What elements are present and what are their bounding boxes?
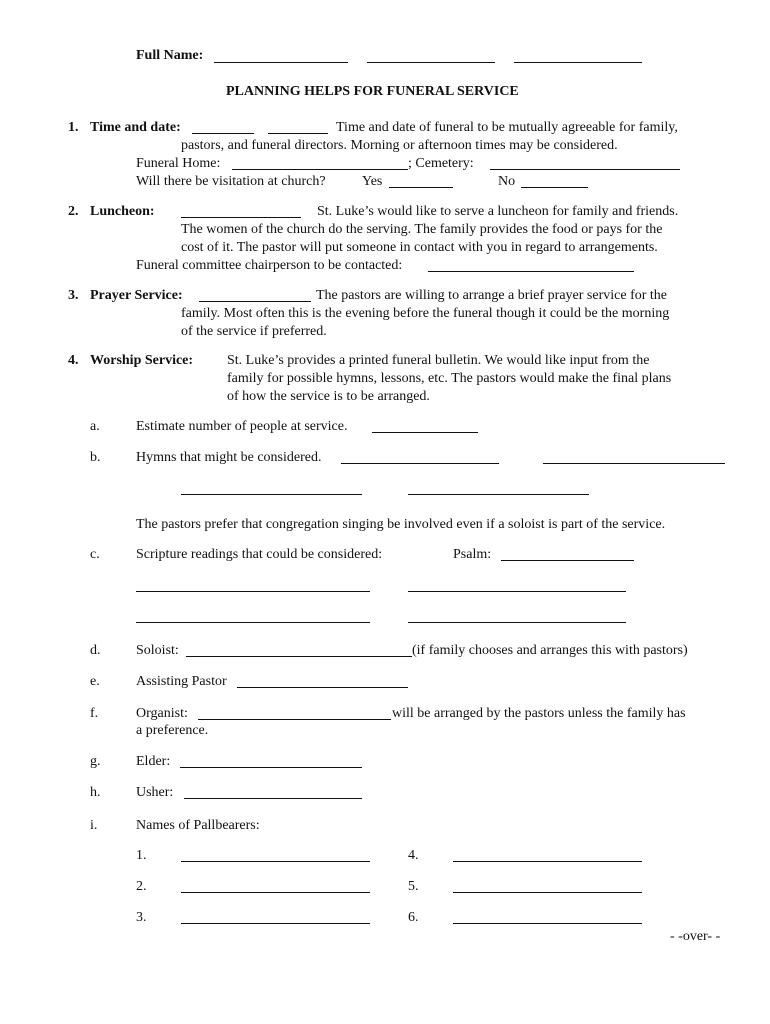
congregation-singing-note: The pastors prefer that congregation singing be involved even if a soloist is part of the service. bbox=[136, 517, 666, 532]
item-i-letter: i. bbox=[90, 818, 98, 833]
soloist-field[interactable] bbox=[186, 656, 412, 657]
time-field[interactable] bbox=[192, 133, 254, 134]
section-3-label: Prayer Service: bbox=[90, 288, 183, 303]
pallbearer-3-field[interactable] bbox=[181, 923, 370, 924]
visitation-question: Will there be visitation at church? bbox=[136, 174, 326, 189]
soloist-label: Soloist: bbox=[136, 643, 179, 658]
assisting-pastor-field[interactable] bbox=[237, 687, 408, 688]
pallbearer-2-number: 2. bbox=[136, 879, 147, 894]
hymn-field-4[interactable] bbox=[408, 494, 589, 495]
item-h-letter: h. bbox=[90, 785, 101, 800]
hymn-field-1[interactable] bbox=[341, 463, 499, 464]
full-name-field-middle[interactable] bbox=[367, 62, 495, 63]
scripture-readings-label: Scripture readings that could be considered: bbox=[136, 547, 383, 562]
luncheon-field[interactable] bbox=[181, 217, 301, 218]
item-e-letter: e. bbox=[90, 674, 100, 689]
item-d-letter: d. bbox=[90, 643, 101, 658]
item-c-letter: c. bbox=[90, 547, 100, 562]
page-over-indicator: - -over- - bbox=[670, 929, 721, 944]
full-name-field-first[interactable] bbox=[214, 62, 348, 63]
section-2-text-line2: The women of the church do the serving. The family provides the food or pays for the bbox=[181, 222, 663, 237]
pallbearers-label: Names of Pallbearers: bbox=[136, 818, 260, 833]
section-3-text-line3: of the service if preferred. bbox=[181, 324, 327, 339]
pallbearer-5-number: 5. bbox=[408, 879, 419, 894]
pallbearer-1-field[interactable] bbox=[181, 861, 370, 862]
cemetery-label: ; Cemetery: bbox=[408, 156, 474, 171]
psalm-field[interactable] bbox=[501, 560, 634, 561]
visitation-no-field[interactable] bbox=[521, 187, 588, 188]
funeral-home-field[interactable] bbox=[232, 169, 408, 170]
visitation-yes-field[interactable] bbox=[389, 187, 453, 188]
pallbearer-3-number: 3. bbox=[136, 910, 147, 925]
scripture-field-2[interactable] bbox=[408, 591, 626, 592]
pallbearer-2-field[interactable] bbox=[181, 892, 370, 893]
date-field[interactable] bbox=[268, 133, 328, 134]
usher-label: Usher: bbox=[136, 785, 174, 800]
pallbearer-1-number: 1. bbox=[136, 848, 147, 863]
section-3-text-line2: family. Most often this is the evening before the funeral though it could be the morning bbox=[181, 306, 670, 321]
section-1-text-line1: Time and date of funeral to be mutually agreeable for family, bbox=[336, 120, 678, 135]
section-2-text-line1: St. Luke’s would like to serve a luncheon for family and friends. bbox=[317, 204, 679, 219]
organist-note: will be arranged by the pastors unless the family has bbox=[392, 706, 686, 721]
section-1-label: Time and date: bbox=[90, 120, 181, 135]
committee-chair-label: Funeral committee chairperson to be contacted: bbox=[136, 258, 403, 273]
hymn-field-3[interactable] bbox=[181, 494, 362, 495]
pallbearer-6-field[interactable] bbox=[453, 923, 642, 924]
elder-label: Elder: bbox=[136, 754, 171, 769]
section-1-number: 1. bbox=[68, 120, 79, 135]
usher-field[interactable] bbox=[184, 798, 362, 799]
section-2-text-line3: cost of it. The pastor will put someone in contact with you in regard to arrangements. bbox=[181, 240, 658, 255]
section-4-number: 4. bbox=[68, 353, 79, 368]
section-2-number: 2. bbox=[68, 204, 79, 219]
page-title: PLANNING HELPS FOR FUNERAL SERVICE bbox=[226, 84, 519, 99]
item-g-letter: g. bbox=[90, 754, 101, 769]
scripture-field-4[interactable] bbox=[408, 622, 626, 623]
section-3-text-line1: The pastors are willing to arrange a brief prayer service for the bbox=[316, 288, 668, 303]
full-name-label: Full Name: bbox=[136, 48, 204, 63]
item-b-letter: b. bbox=[90, 450, 101, 465]
scripture-field-1[interactable] bbox=[136, 591, 370, 592]
visitation-no-label: No bbox=[498, 174, 516, 189]
attendance-estimate-label: Estimate number of people at service. bbox=[136, 419, 348, 434]
organist-label: Organist: bbox=[136, 706, 188, 721]
section-4-text-line3: of how the service is to be arranged. bbox=[227, 389, 430, 404]
pallbearer-4-number: 4. bbox=[408, 848, 419, 863]
elder-field[interactable] bbox=[180, 767, 362, 768]
section-2-label: Luncheon: bbox=[90, 204, 155, 219]
attendance-estimate-field[interactable] bbox=[372, 432, 478, 433]
soloist-note: (if family chooses and arranges this with pastors) bbox=[412, 643, 688, 658]
cemetery-field[interactable] bbox=[490, 169, 680, 170]
section-3-number: 3. bbox=[68, 288, 79, 303]
organist-field[interactable] bbox=[198, 719, 391, 720]
pallbearer-4-field[interactable] bbox=[453, 861, 642, 862]
hymns-label: Hymns that might be considered. bbox=[136, 450, 322, 465]
pallbearer-6-number: 6. bbox=[408, 910, 419, 925]
section-4-text-line2: family for possible hymns, lessons, etc. The pastors would make the final plans bbox=[227, 371, 672, 386]
scripture-field-3[interactable] bbox=[136, 622, 370, 623]
visitation-yes-label: Yes bbox=[362, 174, 383, 189]
funeral-home-label: Funeral Home: bbox=[136, 156, 221, 171]
pallbearer-5-field[interactable] bbox=[453, 892, 642, 893]
prayer-service-field[interactable] bbox=[199, 301, 311, 302]
item-a-letter: a. bbox=[90, 419, 100, 434]
assisting-pastor-label: Assisting Pastor bbox=[136, 674, 227, 689]
organist-note-line2: a preference. bbox=[136, 723, 209, 738]
hymn-field-2[interactable] bbox=[543, 463, 725, 464]
psalm-label: Psalm: bbox=[453, 547, 492, 562]
full-name-field-last[interactable] bbox=[514, 62, 642, 63]
item-f-letter: f. bbox=[90, 706, 99, 721]
section-4-text-line1: St. Luke’s provides a printed funeral bulletin. We would like input from the bbox=[227, 353, 650, 368]
committee-chair-field[interactable] bbox=[428, 271, 634, 272]
section-4-label: Worship Service: bbox=[90, 353, 194, 368]
section-1-text-line2: pastors, and funeral directors. Morning or afternoon times may be considered. bbox=[181, 138, 618, 153]
